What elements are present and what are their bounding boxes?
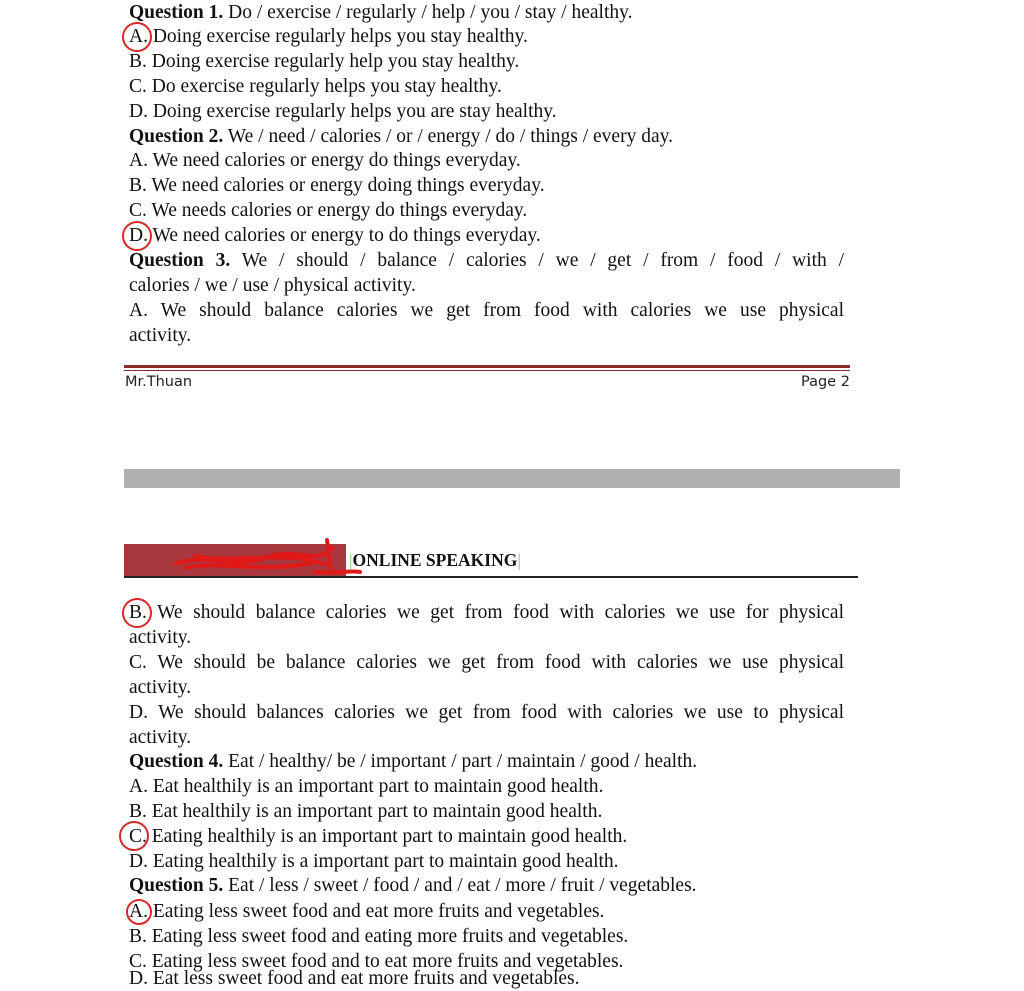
- question-prompt: Eat / healthy/ be / important / part / maintain / good / health.: [228, 751, 698, 772]
- question-number: Question 2.: [129, 126, 224, 147]
- question-5: [129, 873, 697, 898]
- footer-rule-thin: [124, 370, 850, 371]
- option-text-cont: activity.: [129, 677, 192, 698]
- question-3: [129, 248, 844, 273]
- option-text: B. Eating less sweet food and eating more fruits and vegetables.: [129, 926, 629, 947]
- answer-circle: [122, 598, 152, 628]
- option-text-cont: activity.: [129, 325, 192, 346]
- section-header: |ONLINE SPEAKING|: [349, 550, 521, 570]
- question-1: [129, 0, 632, 25]
- question-prompt-cont: calories / we / use / physical activity.: [129, 275, 416, 296]
- header-underline: [124, 576, 858, 578]
- option-text: C. Eating healthily is an important part to maintain good health.: [129, 826, 628, 847]
- option-text: D. Eating healthily is a important part to maintain good health.: [129, 851, 619, 872]
- option-text: D. We need calories or energy to do things everyday.: [129, 225, 541, 246]
- option-text: A. We should balance calories we get from food with calories we use physical: [129, 300, 844, 321]
- question-number: Question 3.: [129, 250, 231, 271]
- header-title-text: ONLINE SPEAKING: [352, 550, 518, 570]
- option-text: A. Eating less sweet food and eat more fruits and vegetables.: [129, 901, 605, 922]
- footer-rule-thick: [124, 365, 850, 368]
- option-text: B. Eat healthily is an important part to maintain good health.: [129, 801, 603, 822]
- option-text: C. We should be balance calories we get from food with calories we use physical: [129, 652, 844, 673]
- footer-page-number: Page 2: [801, 374, 850, 390]
- option-text: B. Doing exercise regularly help you stay healthy.: [129, 51, 520, 72]
- question-2: [129, 124, 673, 149]
- question-prompt: Eat / less / sweet / food / and / eat / more / fruit / vegetables.: [228, 875, 697, 896]
- option-text: A. We need calories or energy do things everyday.: [129, 150, 521, 171]
- question-number: Question 5.: [129, 875, 224, 896]
- option-text: A. Eat healthily is an important part to maintain good health.: [129, 776, 604, 797]
- option-text: C. Eating less sweet food and to eat more fruits and vegetables.: [129, 951, 624, 972]
- option-text: A. Doing exercise regularly helps you stay healthy.: [129, 26, 528, 47]
- question-number: Question 1.: [129, 2, 224, 23]
- option-text-cont: activity.: [129, 627, 192, 648]
- question-number: Question 4.: [129, 751, 224, 772]
- option-text: D. Doing exercise regularly helps you are stay healthy.: [129, 101, 557, 122]
- option-text: B. We need calories or energy doing things everyday.: [129, 175, 545, 196]
- answer-circle: [119, 821, 149, 851]
- option-text: C. We needs calories or energy do things everyday.: [129, 200, 528, 221]
- question-prompt: Do / exercise / regularly / help / you / stay / healthy.: [228, 2, 633, 23]
- page-separator: [124, 469, 900, 488]
- option-text: C. Do exercise regularly helps you stay healthy.: [129, 76, 502, 97]
- question-prompt: We / need / calories / or / energy / do / things / every day.: [227, 126, 673, 147]
- option-text-cont: activity.: [129, 727, 192, 748]
- option-text: B. We should balance calories we get from food with calories we use for physical: [129, 602, 844, 623]
- red-scribble: [165, 534, 365, 580]
- footer-author: Mr.Thuan: [125, 374, 193, 390]
- answer-circle: [122, 22, 152, 52]
- question-4: [129, 749, 697, 774]
- option-text: D. Eat less sweet food and eat more fruits and vegetables.: [129, 968, 580, 989]
- answer-circle: [122, 221, 152, 251]
- answer-circle: [126, 899, 152, 925]
- question-prompt: We / should / balance / calories / we / get / from / food / with /: [241, 250, 845, 271]
- option-text: D. We should balances calories we get from food with calories we use to physical: [129, 702, 844, 723]
